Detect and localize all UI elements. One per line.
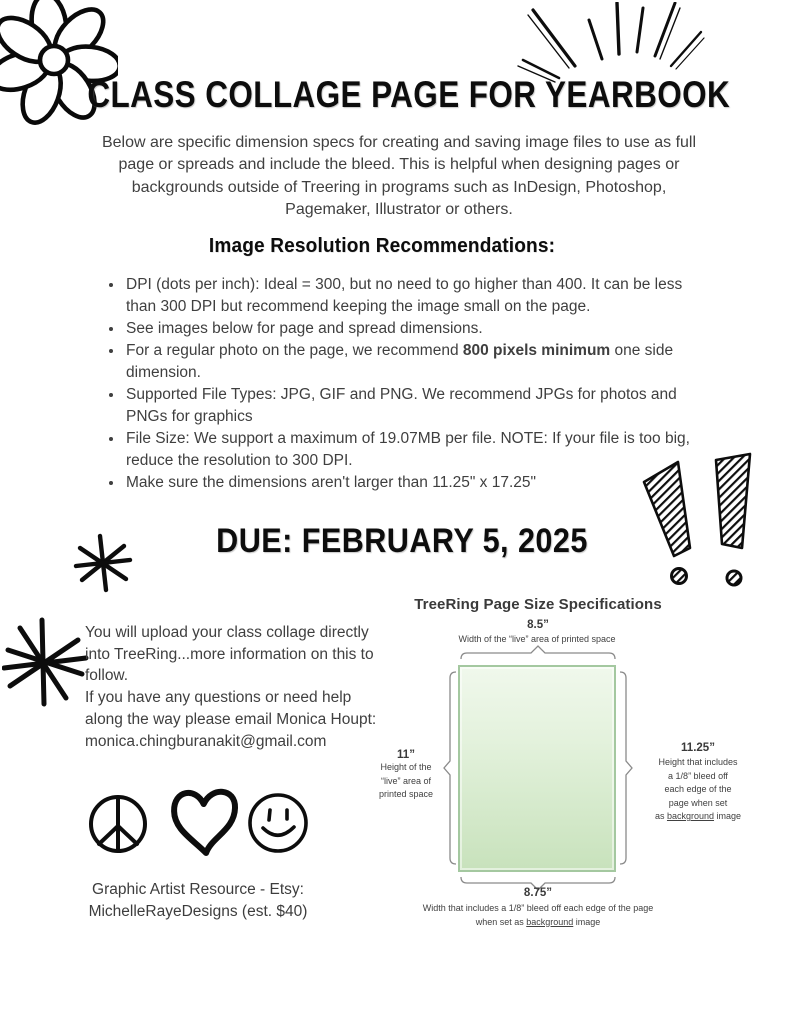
caption-text: image	[714, 811, 742, 821]
diagram-right-label	[628, 742, 768, 824]
list-item-text: one side dimension.	[126, 342, 674, 381]
upload-info-line: If you have any questions or need help along the way please email Monica Houpt:	[85, 689, 377, 728]
diagram-left-caption-line: “live” area of	[380, 775, 432, 786]
page-area-rectangle	[458, 665, 616, 872]
upload-info-line: You will upload your class collage directly into TreeRing...more information on this to follow.	[85, 624, 374, 685]
diagram-right-caption-line: page when set	[668, 797, 728, 808]
caption-underlined-text: background	[526, 916, 574, 927]
list-item: • File Size: We support a maximum of 19.07MB per file. NOTE: If your file is too big, reduce the resolution to 300 DPI.	[124, 428, 702, 472]
graphic-credit-line: MichelleRayeDesigns (est. $40)	[88, 903, 308, 920]
caption-text: image	[573, 916, 601, 927]
diagram-bottom-caption	[380, 902, 696, 929]
diagram-left-caption-line: Height of the	[380, 762, 432, 772]
page-size-diagram	[360, 595, 792, 940]
diagram-bottom-caption-line: Width that includes a 1/8” bleed off each edge of the page	[422, 903, 654, 913]
list-item: • Supported File Types: JPG, GIF and PNG. We recommend JPGs for photos and PNGs for graphics	[124, 384, 702, 428]
diagram-right-caption-line: each edge of the	[664, 784, 732, 794]
due-date-heading: DUE: FEBRUARY 5, 2025	[216, 522, 588, 560]
heart-icon	[166, 782, 244, 864]
list-item-text: For a regular photo on the page, we recommend	[126, 342, 463, 359]
graphic-credit	[46, 879, 350, 923]
diagram-right-caption-line: Height that includes	[658, 757, 738, 767]
diagram-top-value: 8.5”	[527, 619, 549, 631]
diagram-left-value: 11”	[397, 749, 415, 761]
diagram-bottom-caption-line	[380, 916, 696, 930]
list-item	[124, 340, 702, 384]
upload-info-text	[85, 622, 389, 752]
diagram-bottom-value: 8.75”	[523, 887, 553, 899]
graphic-credit-line: Graphic Artist Resource - Etsy:	[92, 881, 304, 898]
diagram-title: TreeRing Page Size Specifications	[414, 596, 662, 613]
recommendations-list	[106, 274, 702, 494]
diagram-right-caption-line: a 1/8” bleed off	[668, 770, 728, 781]
smiley-face-icon	[245, 790, 311, 856]
caption-underlined-text: background	[666, 811, 715, 821]
list-item: • See images below for page and spread dimensions.	[124, 318, 702, 340]
diagram-left-label	[364, 749, 448, 802]
asterisk-icon	[2, 612, 90, 714]
diagram-top-caption: Width of the “live” area of printed space	[458, 634, 616, 644]
diagram-right-value: 11.25”	[681, 742, 715, 754]
page-title: CLASS COLLAGE PAGE FOR YEARBOOK	[87, 74, 731, 115]
peace-sign-icon	[86, 792, 150, 856]
diagram-left-caption-line: printed space	[378, 789, 434, 799]
diagram-right-caption-line	[628, 810, 768, 824]
list-item: • Make sure the dimensions aren't larger than 11.25" x 17.25"	[124, 472, 702, 494]
recommendations-heading: Image Resolution Recommendations:	[208, 235, 556, 257]
contact-email: monica.chingburanakit@gmail.com	[85, 732, 327, 750]
caption-text: when set as	[475, 916, 527, 927]
list-item-bold-text: 800 pixels minimum	[462, 342, 611, 359]
intro-paragraph: Below are specific dimension specs for creating and saving image files to use as full page or spreads and include the bleed. This is helpful when designing pages or backgrounds outside of Treering in programs such as InDesign, Photoshop, Pagemaker, Illustrator or others.	[101, 134, 697, 219]
caption-text: as	[654, 811, 667, 821]
list-item: • DPI (dots per inch): Ideal = 300, but no need to go higher than 400. It can be less than 300 DPI but recommend keeping the image small on the page.	[124, 274, 702, 318]
